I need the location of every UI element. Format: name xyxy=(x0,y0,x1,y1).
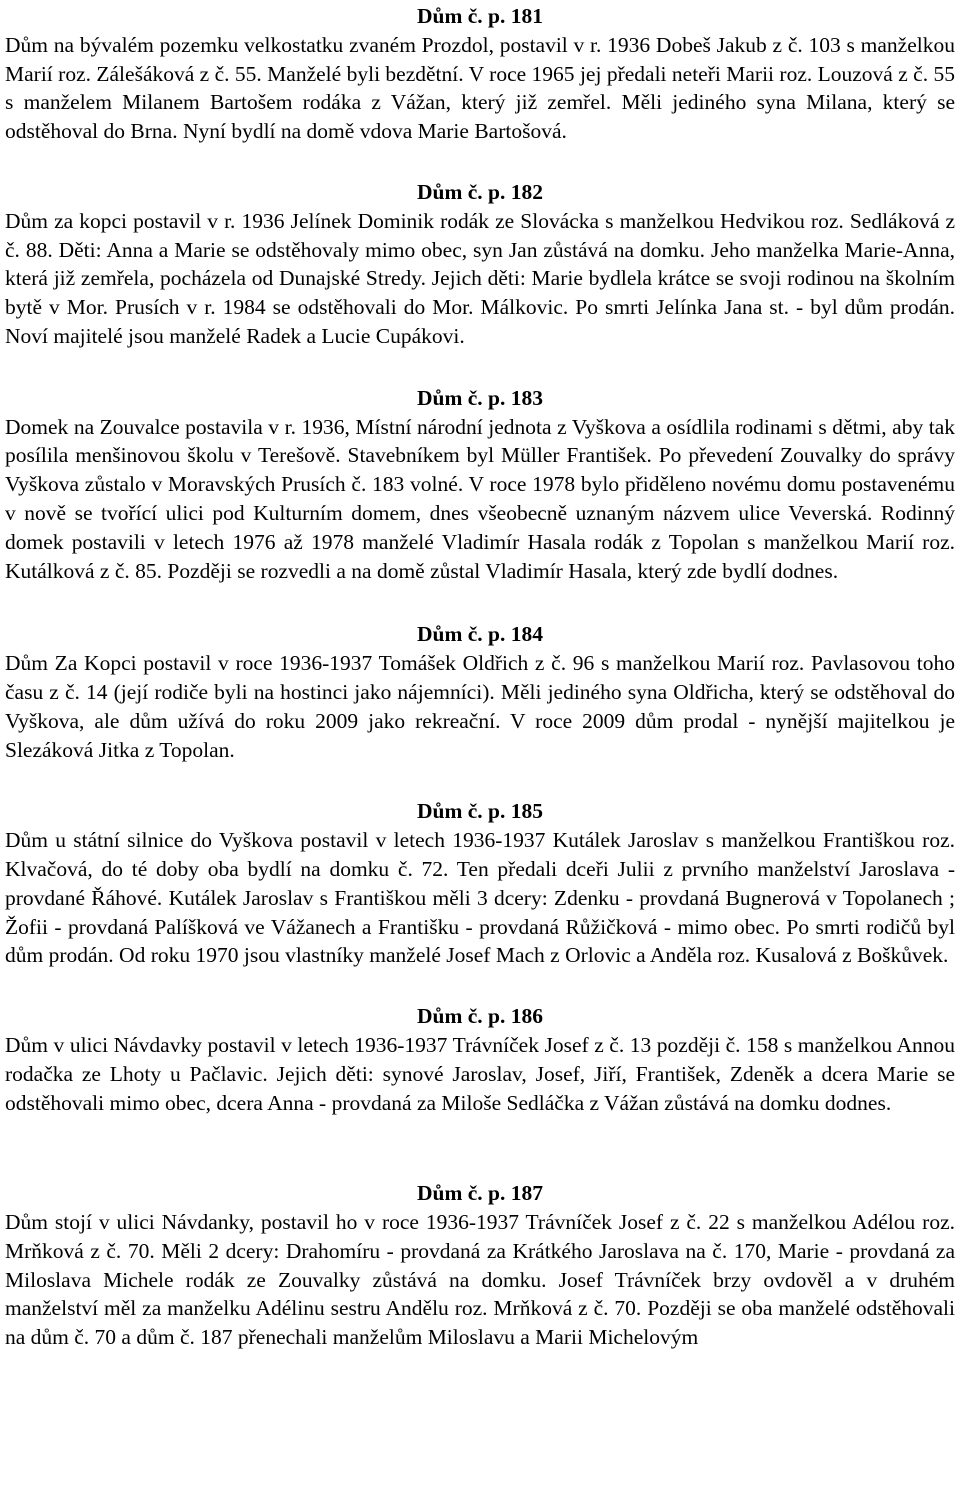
section-heading: Dům č. p. 184 xyxy=(416,622,544,647)
house-section-184 xyxy=(5,618,955,764)
house-section-183 xyxy=(5,382,955,586)
document-page xyxy=(5,0,955,1352)
section-paragraph: Dům Za Kopci postavil v roce 1936-1937 Tomášek Oldřich z č. 96 s manželkou Marií roz. Pavlasovou toho času z č. 14 (její rodiče byli na hostinci jako nájemníci). Měli jediného syna Oldřicha, který se odstěhoval do Vyškova, ale dům užívá do roku 2009 jako rekreační. V roce 2009 dům prodal - nynější majitelkou je Slezáková Jitka z Topolan. xyxy=(5,651,955,762)
house-section-181 xyxy=(5,0,955,146)
section-heading: Dům č. p. 187 xyxy=(416,1181,544,1206)
section-heading: Dům č. p. 186 xyxy=(416,1004,544,1029)
section-paragraph: Dům na bývalém pozemku velkostatku zvaném Prozdol, postavil v r. 1936 Dobeš Jakub z č. 103 s manželkou Marií roz. Zálešáková z č. 55. Manželé byli bezdětní. V roce 1965 jej předali neteři Marii roz. Louzová z č. 55 s manželem Milanem Bartošem rodáka z Vážan, který již zemřel. Měli jediného syna Milana, který se odstěhoval do Brna. Nyní bydlí na domě vdova Marie Bartošová. xyxy=(5,32,955,144)
section-heading: Dům č. p. 181 xyxy=(416,4,544,28)
house-section-186 xyxy=(5,1000,955,1117)
section-heading: Dům č. p. 183 xyxy=(416,385,544,410)
house-section-185 xyxy=(5,795,955,970)
house-section-187 xyxy=(5,1177,955,1352)
section-heading: Dům č. p. 185 xyxy=(416,799,544,824)
section-paragraph: Dům za kopci postavil v r. 1936 Jelínek Dominik rodák ze Slovácka s manželkou Hedvikou roz. Sedláková z č. 88. Děti: Anna a Marie se odstěhovaly mimo obec, syn Jan zůstává na domku. Jeho manželka Marie-Anna, která již zemřela, pocházela od Dunajské Stredy. Jejich děti: Marie bydlela krátce se svoji rodinou na školním bytě v Mor. Prusích v r. 1984 se odstěhovali do Mor. Málkovic. Po smrti Jelínka Jana st. - byl dům prodán. Noví majitelé jsou manželé Radek a Lucie Cupákovi. xyxy=(5,208,955,348)
section-paragraph: Domek na Zouvalce postavila v r. 1936, Místní národní jednota z Vyškova a osídlila rodinami s dětmi, aby tak posílila menšinovou školu v Terešově. Stavebníkem byl Müller František. Po převedení Zouvalky do správy Vyškova zůstalo v Moravských Prusích č. 183 volné. V roce 1978 bylo přiděleno novému domu postavenému v nově se tvořící ulici pod Kulturním domem, dnes všeobecně uznaným názvem ulice Veverská. Rodinný domek postavili v letech 1976 až 1978 manželé Vladimír Hasala rodák z Topolan s manželkou Marií roz. Kutálková z č. 85. Později se rozvedli a na domě zůstal Vladimír Hasala, který zde bydlí dodnes. xyxy=(5,414,955,583)
house-section-182 xyxy=(5,176,955,351)
section-paragraph: Dům v ulici Návdavky postavil v letech 1936-1937 Trávníček Josef z č. 13 později č. 158 s manželkou Annou rodačka ze Lhoty u Pačlavic. Jejich děti: synové Jaroslav, Josef, Jiří, František, Zdeněk a dcera Marie se odstěhovali mimo obec, dcera Anna - provdaná za Miloše Sedláčka z Vážan zůstává na domku dodnes. xyxy=(5,1032,955,1115)
section-paragraph: Dům stojí v ulici Návdanky, postavil ho v roce 1936-1937 Trávníček Josef z č. 22 s manželkou Adélou roz. Mrňková z č. 70. Měli 2 dcery: Drahomíru - provdaná za Krátkého Jaroslava na č. 170, Marie - provdaná za Miloslava Michele rodák ze Zouvalky zůstává na domku. Josef Trávníček brzy ovdověl a v druhém manželství měl za manželku Adélinu sestru Andělu roz. Mrňková z č. 70. Později se oba manželé odstěhovali na dům č. 70 a dům č. 187 přenechali manželům Miloslavu a Marii Michelovým xyxy=(5,1210,955,1350)
section-paragraph: Dům u státní silnice do Vyškova postavil v letech 1936-1937 Kutálek Jaroslav s manželkou Františkou roz. Klvačová, do té doby oba bydlí na domku č. 72. Ten předali dceři Julii z prvního manželství Jaroslava - provdané Řáhové. Kutálek Jaroslav s Františkou měli 3 dcery: Zdenku - provdaná Bugnerová v Topolanech ; Žofii - provdaná Palíšková ve Vážanech a Františku - provdaná Růžičková - mimo obec. Po smrti rodičů byl dům prodán. Od roku 1970 jsou vlastníky manželé Josef Mach z Orlovic a Anděla roz. Kusalová z Boškůvek. xyxy=(5,828,955,968)
section-heading: Dům č. p. 182 xyxy=(416,179,544,204)
